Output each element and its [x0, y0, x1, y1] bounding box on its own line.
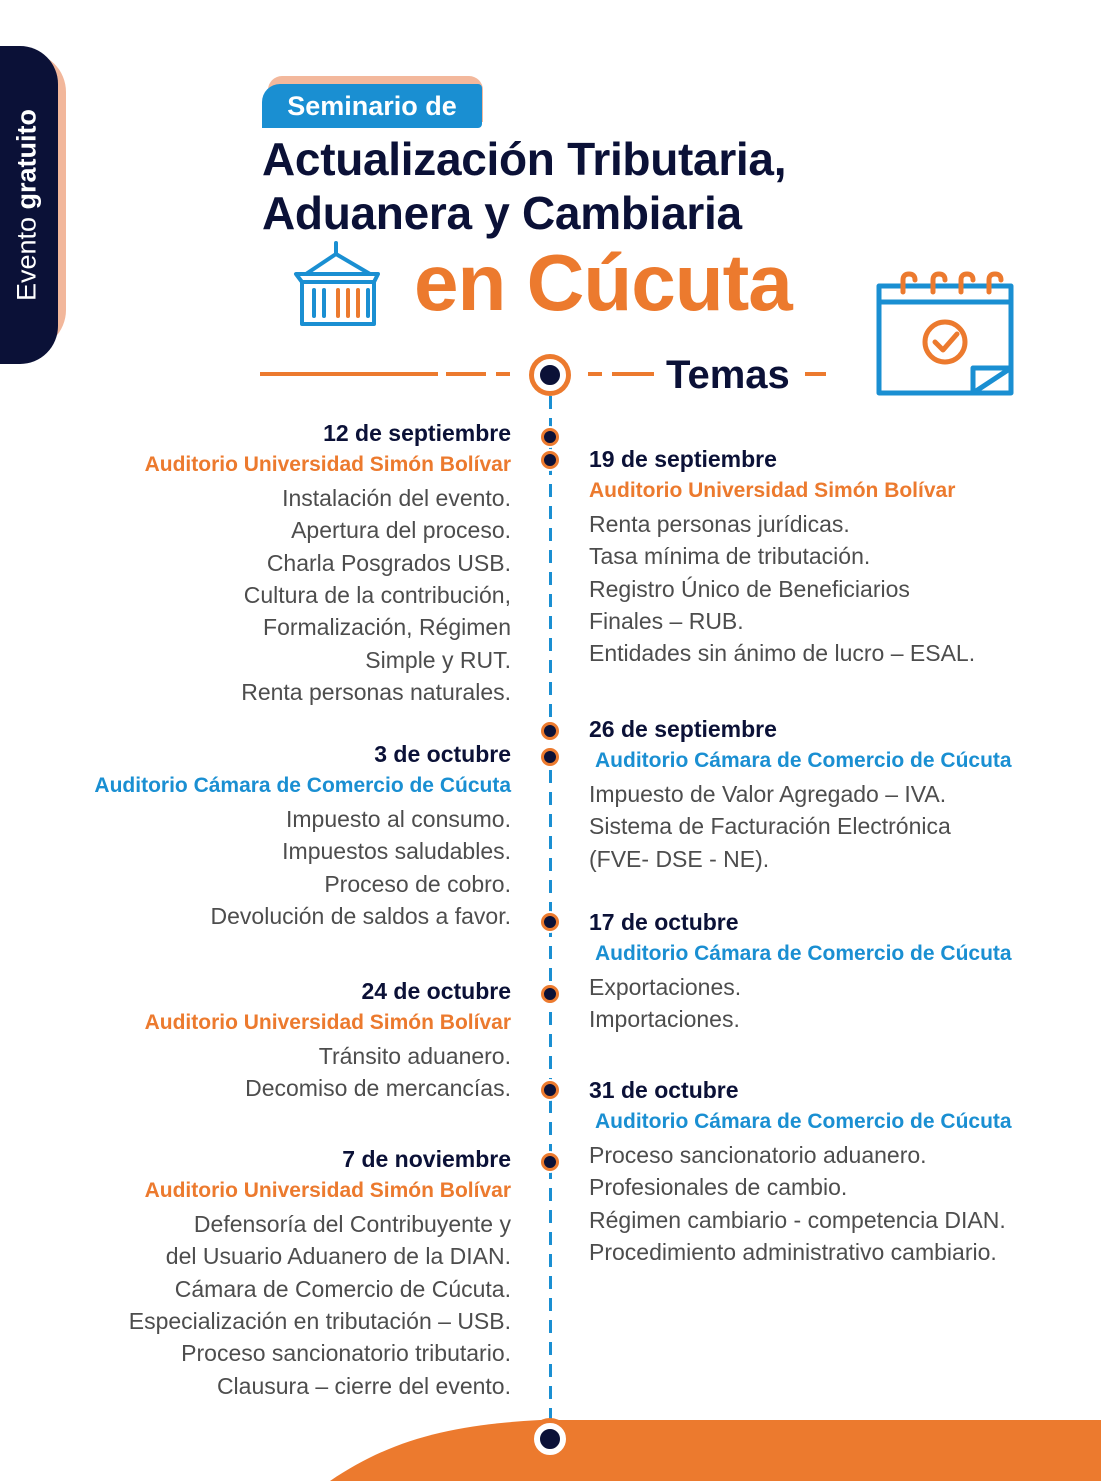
session-topic: Exportaciones. [589, 973, 742, 1000]
session-topic: Charla Posgrados USB. [266, 549, 511, 576]
session-topic: Procedimiento administrativo cambiario. [589, 1239, 997, 1266]
shipping-container-icon [290, 240, 385, 335]
session-topic: Tránsito aduanero. [318, 1042, 511, 1069]
session-topic: Cultura de la contribución, [243, 582, 511, 609]
session-topic: Decomiso de mercancías. [245, 1075, 511, 1102]
title-line-2: Aduanera y Cambiaria [262, 187, 742, 239]
timeline-node [541, 451, 559, 469]
side-tab-bold: gratuito [11, 108, 42, 210]
timeline-line [549, 396, 552, 1421]
timeline-node [541, 428, 559, 446]
session-date: 3 de octubre [374, 741, 511, 767]
session-topic: Impuesto al consumo. [285, 805, 511, 832]
session-topic: Instalación del evento. [282, 484, 511, 511]
session-7-noviembre [129, 1143, 511, 1402]
session-topic: Apertura del proceso. [291, 517, 511, 544]
session-topic: Proceso de cobro. [324, 870, 511, 897]
session-12-septiembre [145, 417, 511, 709]
session-topic: Entidades sin ánimo de lucro – ESAL. [589, 640, 976, 667]
session-topic: Finales – RUB. [589, 608, 744, 635]
session-date: 24 de octubre [361, 978, 511, 1004]
session-topic: Formalización, Régimen [263, 614, 511, 641]
session-venue: Auditorio Universidad Simón Bolívar [144, 1179, 511, 1203]
session-date: 7 de noviembre [342, 1146, 511, 1172]
session-topic: Especialización en tributación – USB. [128, 1308, 511, 1335]
session-venue: Auditorio Universidad Simón Bolívar [144, 453, 511, 477]
session-topic: Impuestos saludables. [282, 838, 511, 865]
session-topic: Impuesto de Valor Agregado – IVA. [589, 780, 947, 807]
session-venue: Auditorio Cámara de Comercio de Cúcuta [595, 749, 1012, 773]
seminar-pill: Seminario de [262, 84, 482, 128]
session-topic: Clausura – cierre del evento. [216, 1372, 511, 1399]
session-topic: Renta personas naturales. [241, 679, 511, 706]
session-venue: Auditorio Universidad Simón Bolívar [144, 1011, 511, 1035]
session-topic: (FVE- DSE - NE). [589, 845, 770, 872]
session-topic: Importaciones. [589, 1006, 740, 1033]
timeline-node [541, 913, 559, 931]
session-topic: Régimen cambiario - competencia DIAN. [589, 1206, 1006, 1233]
session-topic: Proceso sancionatorio tributario. [181, 1340, 511, 1367]
timeline-node [541, 985, 559, 1003]
city-title: en Cúcuta [414, 238, 792, 327]
timeline-node [541, 1153, 559, 1171]
session-24-octubre [145, 975, 511, 1105]
session-venue: Auditorio Cámara de Comercio de Cúcuta [595, 1110, 1012, 1134]
session-venue: Auditorio Cámara de Comercio de Cúcuta [595, 942, 1012, 966]
timeline-node [541, 748, 559, 766]
session-topic: Renta personas jurídicas. [589, 510, 850, 537]
session-26-septiembre [589, 713, 1012, 875]
session-venue: Auditorio Universidad Simón Bolívar [589, 479, 956, 503]
session-topic: Cámara de Comercio de Cúcuta. [174, 1275, 511, 1302]
session-topic: Profesionales de cambio. [589, 1174, 848, 1201]
timeline-end-node [534, 1423, 566, 1455]
session-date: 19 de septiembre [589, 446, 777, 472]
timeline-node [541, 1081, 559, 1099]
session-topic: Registro Único de Beneficiarios [589, 575, 910, 602]
session-topic: Defensoría del Contribuyente y [193, 1210, 511, 1237]
timeline-node [541, 722, 559, 740]
session-19-septiembre [589, 443, 975, 670]
session-venue: Auditorio Cámara de Comercio de Cúcuta [94, 774, 511, 798]
session-31-octubre [589, 1074, 1012, 1268]
session-topic: Simple y RUT. [365, 646, 511, 673]
page-title [262, 132, 882, 240]
session-topic: del Usuario Aduanero de la DIAN. [165, 1243, 511, 1270]
session-date: 31 de octubre [589, 1077, 739, 1103]
session-17-octubre [589, 906, 1012, 1036]
session-3-octubre [94, 738, 511, 932]
session-date: 26 de septiembre [589, 716, 777, 742]
session-date: 17 de octubre [589, 909, 739, 935]
session-topic: Sistema de Facturación Electrónica [589, 813, 951, 840]
temas-heading: Temas [666, 353, 790, 397]
calendar-check-icon [873, 270, 1018, 398]
session-topic: Devolución de saldos a favor. [210, 903, 511, 930]
side-tab-prefix: Evento [11, 216, 42, 302]
side-tab-label [12, 109, 43, 301]
timeline-start-node [534, 359, 566, 391]
session-topic: Tasa mínima de tributación. [589, 543, 871, 570]
title-line-1: Actualización Tributaria, [262, 133, 787, 185]
session-date: 12 de septiembre [323, 420, 511, 446]
session-topic: Proceso sancionatorio aduanero. [589, 1141, 927, 1168]
